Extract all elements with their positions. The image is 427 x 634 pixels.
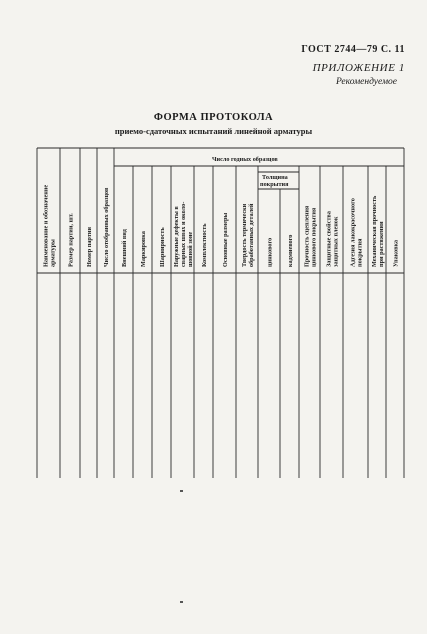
column-header-label: Твердость термически	[241, 203, 248, 267]
column-header-label: сварных швах и около-	[180, 201, 187, 267]
column-header-label: Наружные дефекты в	[173, 206, 180, 267]
column-header-label: Основные размеры	[222, 212, 229, 267]
recommended-label: Рекомендуемое	[335, 77, 397, 87]
form-title: ФОРМА ПРОТОКОЛА	[153, 112, 274, 123]
column-header-label: арматуры	[49, 239, 57, 267]
group-header: Число годных образцов	[212, 156, 278, 163]
column-header-label: Упаковка	[392, 239, 400, 267]
form-subtitle: приемо-сдаточных испытаний линейной арматуры	[114, 126, 313, 136]
scan-mark	[180, 490, 183, 492]
column-header-label: Механическая прочность	[371, 195, 378, 267]
column-header-label: Маркировка	[140, 231, 147, 267]
column-header-label: Прочность сцепления	[303, 205, 311, 267]
column-header-label: при растяжении	[378, 221, 385, 267]
column-header-label: цинкового покрытия	[310, 207, 318, 267]
column-header-label: Шарнирность	[159, 227, 166, 267]
column-header-label: Наименование и обозначение	[42, 184, 50, 267]
column-header-label: кадмиевого	[287, 234, 294, 267]
page-header: ГОСТ 2744—79 С. 11	[301, 44, 405, 55]
scan-mark	[180, 601, 183, 603]
column-header-label: обработанных деталей	[248, 203, 255, 267]
coating-header-line: Толщина	[262, 174, 288, 181]
column-header-label: Комплектность	[201, 223, 208, 267]
column-header-label: покрытия	[356, 238, 364, 267]
column-header-label: шовной зоне	[187, 231, 194, 267]
column-header-label: цинкового	[266, 237, 274, 267]
appendix-label: ПРИЛОЖЕНИЕ 1	[312, 62, 405, 74]
coating-header-line: покрытия	[260, 181, 289, 188]
column-header-label: Внешний вид	[121, 229, 128, 267]
column-header-label: Адгезия лакокрасочного	[349, 198, 357, 267]
column-header-label: Размер партии, шт.	[67, 213, 75, 267]
column-header-label: Число отобранных образцов	[103, 187, 110, 267]
column-header-label: защитных пленок	[332, 216, 340, 267]
column-header-label: Защитные свойства	[325, 211, 333, 267]
column-header-label: Номер партии	[86, 227, 93, 267]
